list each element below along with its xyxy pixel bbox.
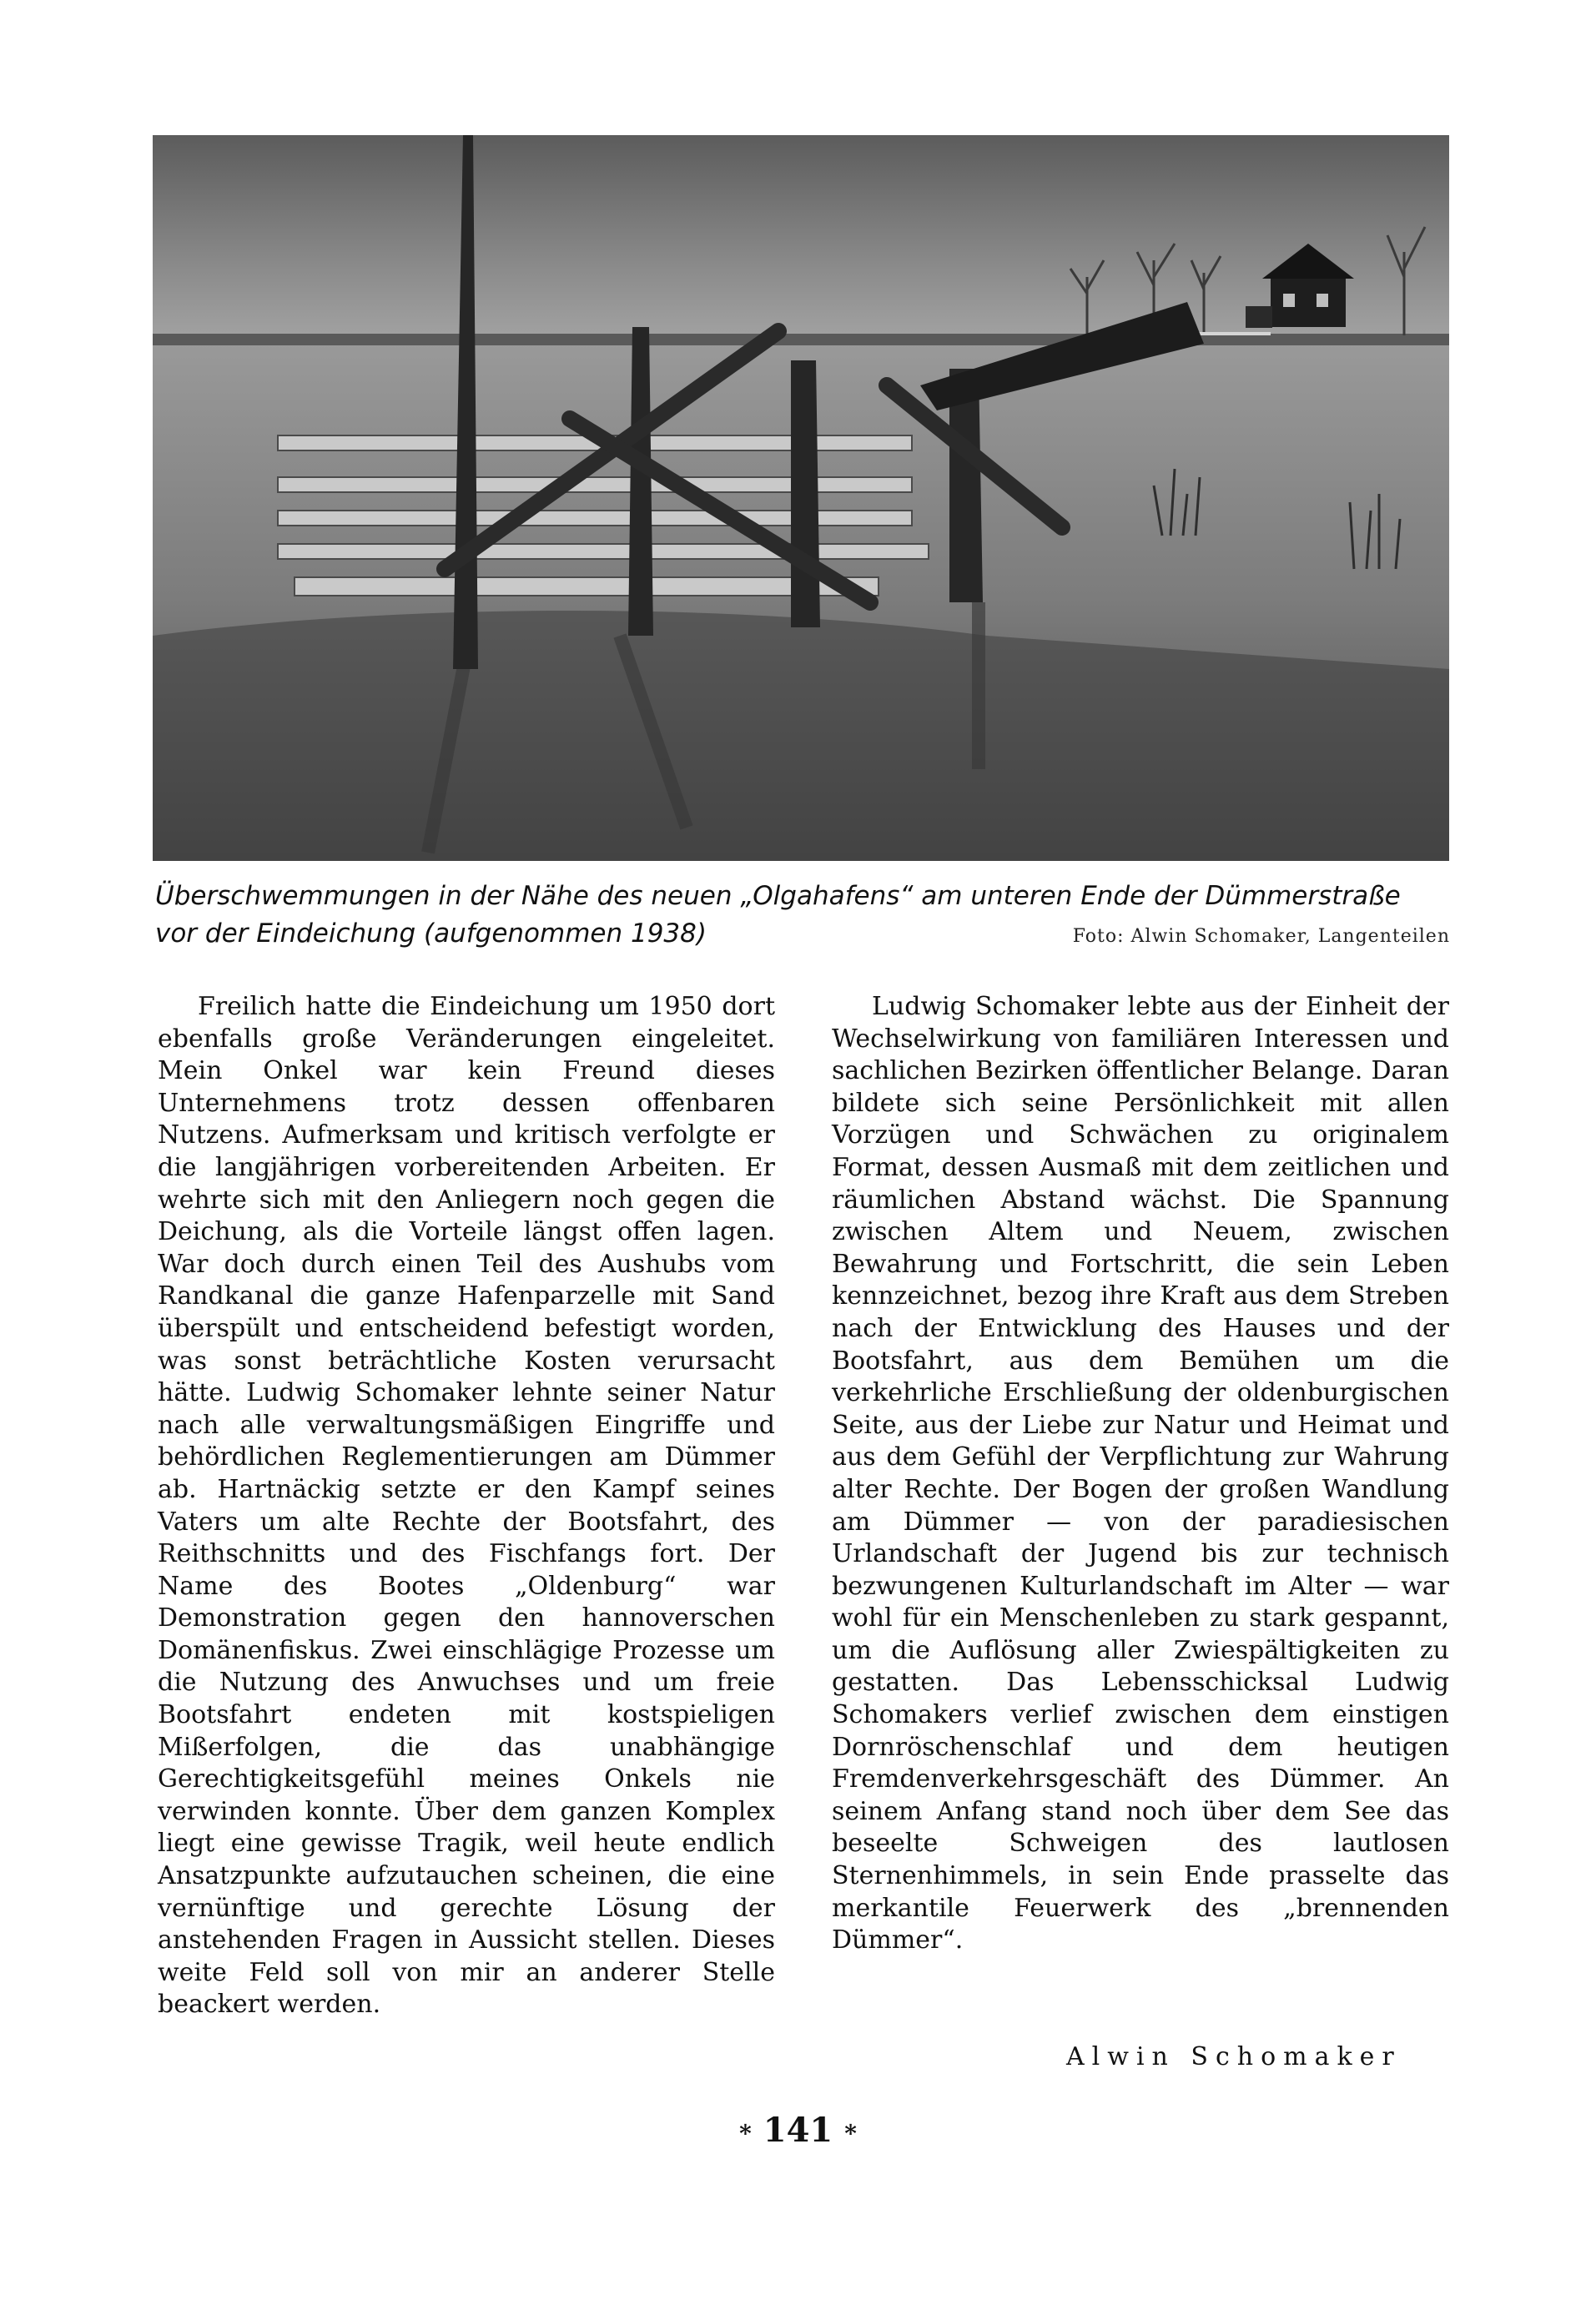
paragraph-right: Ludwig Schomaker lebte aus der Einheit der Wechselwirkung von familiären Interessen und sachlichen Bezirken öffentlicher Belange. Daran bildete sich seine Persönlichkeit mit allen Vorzügen und Schwächen zu originalem Format, dessen Ausmaß mit dem zeitlichen und räumlichen Abstand wächst. Die Spannung zwischen Altem und Neuem, zwischen Bewahrung und Fortschritt, die sein Leben kennzeichnet, bezog ihre Kraft aus dem Streben nach der Entwicklung des Hauses und der Bootsfahrt, aus dem Bemühen um die verkehrliche Erschließung der oldenburgischen Seite, aus der Liebe zur Natur und Heimat und aus dem Gefühl der Verpflichtung zur Wahrung alter Rechte. Der Bogen der großen Wandlung am Dümmer — von der paradiesischen Urlandschaft der Jugend bis zur technisch bezwungenen Kulturlandschaft im Alter — war wohl für ein Menschenleben zu stark gespannt, um die Auflösung aller Zwiespältigkeiten zu gestatten. Das Lebensschicksal Ludwig Schomakers verlief zwischen dem einstigen Dornröschenschlaf und dem heutigen Fremdenverkehrsgeschäft des Dümmer. An seinem Anfang stand noch über dem See das beseelte Schweigen des lautlosen Sternenhimmels, in sein Ende prasselte das merkantile Feuerwerk des „brennenden Dümmer“. (832, 992, 1449, 1955)
author-signature: Alwin Schomaker (1066, 2042, 1402, 2071)
flood-photograph (153, 135, 1449, 861)
paragraph-left: Freilich hatte die Eindeichung um 1950 dort ebenfalls große Veränderungen eingeleitet. Mein Onkel war kein Freund dieses Unternehmens trotz dessen offenbaren Nutzens. Aufmerksam und kritisch verfolgte er die langjährigen vorbereitenden Arbeiten. Er wehrte sich mit den Anliegern noch gegen die Deichung, als die Vorteile längst offen lagen. War doch durch einen Teil des Aushubs vom Randkanal die ganze Hafenparzelle mit Sand überspült und entscheidend befestigt worden, was sonst beträchtliche Kosten verursacht hätte. Ludwig Schomaker lehnte seiner Natur nach alle verwaltungsmäßigen Eingriffe und behördlichen Reglementierungen am Dümmer ab. Hartnäckig setzte er den Kampf seines Vaters um alte Rechte der Bootsfahrt, des Reithschnitts und des Fischfangs fort. Der Name des Bootes „Oldenburg“ war Demonstration gegen den hannoverschen Domänenfiskus. Zwei einschlägige Prozesse um die Nutzung des Anwuchses und um freie Bootsfahrt endeten mit kostspieligen Mißerfolgen, die das unabhängige Gerechtigkeitsgefühl meines Onkels nie verwinden konnte. Über dem ganzen Komplex liegt eine gewisse Tragik, weil heute endlich Ansatzpunkte aufzutauchen scheinen, die eine vernünftige und gerechte Lösung der anstehenden Fragen in Aussicht stellen. Dieses weite Feld soll von mir an anderer Stelle beackert werden. (158, 992, 775, 2020)
ornament-left-icon: * (739, 2119, 752, 2147)
page-footer (0, 2111, 1596, 2150)
page-number: 141 (763, 2111, 833, 2150)
photo-credit: Foto: Alwin Schomaker, Langenteilen (1072, 926, 1450, 947)
photo-illustration (153, 135, 1449, 861)
article-column-left (158, 991, 775, 2021)
caption-line-1: Überschwemmungen in der Nähe des neuen „Olgahafens“ am unteren Ende der Dümmerstraße (155, 881, 1401, 911)
article-column-right (832, 991, 1449, 1957)
photo-caption (155, 878, 1450, 953)
caption-line-2: vor der Eindeichung (aufgenommen 1938) (155, 918, 707, 949)
ornament-right-icon: * (844, 2119, 857, 2147)
